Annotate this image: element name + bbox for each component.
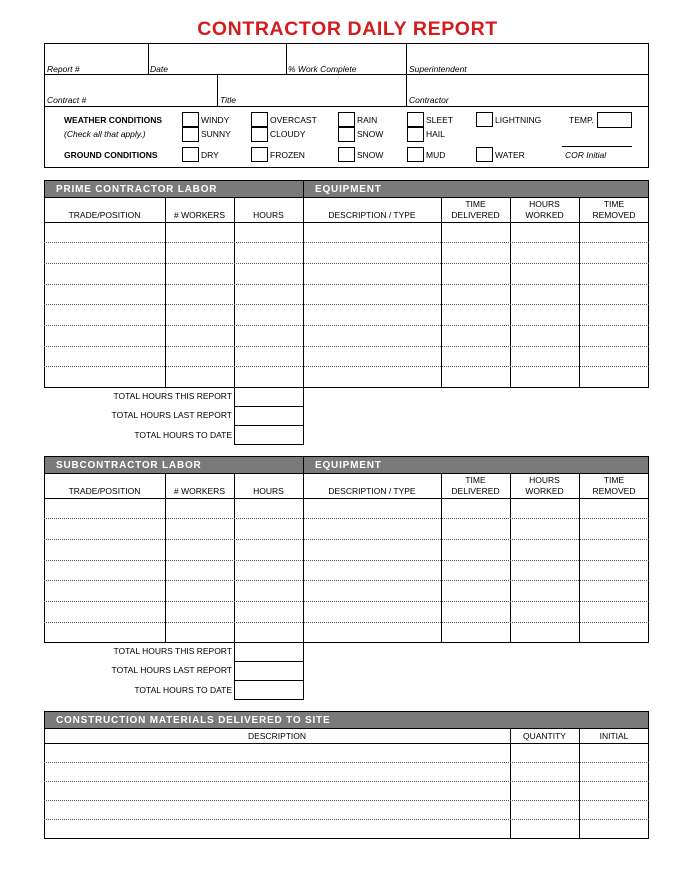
temp-input[interactable]	[597, 112, 632, 128]
table-row[interactable]	[44, 560, 649, 561]
weather-conditions-label: WEATHER CONDITIONS	[64, 115, 163, 125]
windy-checkbox[interactable]	[182, 112, 199, 127]
prime-col-hours-worked-2: WORKED	[525, 210, 564, 220]
sub-col-time-delivered-2: DELIVERED	[451, 486, 500, 496]
windy-label: WINDY	[201, 115, 230, 125]
sub-col-hours: HOURS	[253, 486, 284, 496]
sub-col-trade: TRADE/POSITION	[68, 486, 141, 496]
sub-col-hours-worked-2: WORKED	[525, 486, 564, 496]
prime-col-description: DESCRIPTION / TYPE	[328, 210, 416, 220]
page-title: CONTRACTOR DAILY REPORT	[197, 18, 498, 40]
materials-col-description: DESCRIPTION	[247, 731, 307, 741]
prime-labor-table	[44, 197, 649, 388]
prime-col-time-delivered-1: TIME	[465, 199, 486, 209]
prime-col-hours: HOURS	[253, 210, 284, 220]
prime-col-time-removed-2: REMOVED	[592, 210, 636, 220]
report-info-box	[44, 43, 649, 107]
contract-number-field[interactable]: Contract #	[47, 95, 87, 105]
prime-total-this-report-label: TOTAL HOURS THIS REPORT	[113, 391, 232, 401]
sub-total-this-report-label: TOTAL HOURS THIS REPORT	[113, 646, 232, 656]
sunny-checkbox[interactable]	[182, 127, 199, 142]
overcast-checkbox[interactable]	[251, 112, 268, 127]
cor-initial-label: COR Initial	[565, 150, 607, 160]
materials-col-quantity: QUANTITY	[523, 731, 566, 741]
table-row[interactable]	[44, 601, 649, 602]
report-number-field[interactable]: Report #	[47, 64, 80, 74]
materials-header: CONSTRUCTION MATERIALS DELIVERED TO SITE	[56, 715, 331, 726]
sunny-label: SUNNY	[201, 129, 231, 139]
table-row[interactable]	[44, 263, 649, 264]
table-row[interactable]	[44, 518, 649, 519]
hail-label: HAIL	[426, 129, 445, 139]
sleet-label: SLEET	[426, 115, 453, 125]
table-row[interactable]	[44, 819, 649, 820]
table-row[interactable]	[44, 284, 649, 285]
table-row[interactable]	[44, 366, 649, 367]
table-row[interactable]	[44, 325, 649, 326]
prime-total-to-date-label: TOTAL HOURS TO DATE	[134, 430, 232, 440]
prime-totals-input[interactable]	[234, 387, 304, 445]
snow-ground-label: SNOW	[357, 150, 384, 160]
mud-label: MUD	[426, 150, 446, 160]
snow-weather-label: SNOW	[357, 129, 384, 139]
work-complete-field[interactable]: % Work Complete	[288, 64, 357, 74]
table-row[interactable]	[44, 580, 649, 581]
prime-col-workers: # WORKERS	[173, 210, 225, 220]
lightning-checkbox[interactable]	[476, 112, 493, 127]
snow-ground-checkbox[interactable]	[338, 147, 355, 162]
weather-hint: (Check all that apply.)	[64, 129, 146, 139]
water-label: WATER	[495, 150, 525, 160]
sub-col-time-removed-2: REMOVED	[592, 486, 636, 496]
prime-labor-header: PRIME CONTRACTOR LABOR	[56, 184, 218, 195]
sub-totals-input[interactable]	[234, 642, 304, 700]
prime-col-time-delivered-2: DELIVERED	[451, 210, 500, 220]
contractor-field[interactable]: Contractor	[409, 95, 449, 105]
table-row[interactable]	[44, 304, 649, 305]
sub-col-workers: # WORKERS	[173, 486, 225, 496]
sub-equipment-header: EQUIPMENT	[315, 460, 382, 471]
cloudy-label: CLOUDY	[270, 129, 306, 139]
hail-checkbox[interactable]	[407, 127, 424, 142]
sub-col-hours-worked-1: HOURS	[529, 475, 560, 485]
prime-col-hours-worked-1: HOURS	[529, 199, 560, 209]
sub-total-last-report-label: TOTAL HOURS LAST REPORT	[111, 665, 232, 675]
table-row[interactable]	[44, 346, 649, 347]
rain-label: RAIN	[357, 115, 378, 125]
overcast-label: OVERCAST	[270, 115, 317, 125]
water-checkbox[interactable]	[476, 147, 493, 162]
prime-col-time-removed-1: TIME	[603, 199, 625, 209]
table-row[interactable]	[44, 781, 649, 782]
lightning-label: LIGHTNING	[495, 115, 542, 125]
ground-conditions-label: GROUND CONDITIONS	[64, 150, 158, 160]
sub-col-time-delivered-1: TIME	[465, 475, 486, 485]
table-row[interactable]	[44, 539, 649, 540]
dry-checkbox[interactable]	[182, 147, 199, 162]
sub-labor-header: SUBCONTRACTOR LABOR	[56, 460, 202, 471]
materials-header-bar	[44, 711, 649, 729]
rain-checkbox[interactable]	[338, 112, 355, 127]
table-row[interactable]	[44, 800, 649, 801]
superintendent-field[interactable]: Superintendent	[409, 64, 467, 74]
sub-col-time-removed-1: TIME	[603, 475, 625, 485]
snow-weather-checkbox[interactable]	[338, 127, 355, 142]
prime-equipment-header: EQUIPMENT	[315, 184, 382, 195]
mud-checkbox[interactable]	[407, 147, 424, 162]
cor-initial-line[interactable]	[562, 146, 632, 147]
prime-total-last-report-label: TOTAL HOURS LAST REPORT	[111, 410, 232, 420]
prime-col-trade: TRADE/POSITION	[68, 210, 141, 220]
sub-total-to-date-label: TOTAL HOURS TO DATE	[134, 685, 232, 695]
prime-labor-header-bar	[44, 180, 649, 198]
table-row[interactable]	[44, 762, 649, 763]
temp-label: TEMP.	[569, 115, 594, 125]
frozen-checkbox[interactable]	[251, 147, 268, 162]
cloudy-checkbox[interactable]	[251, 127, 268, 142]
frozen-label: FROZEN	[270, 150, 305, 160]
materials-table	[44, 728, 649, 839]
date-field[interactable]: Date	[150, 64, 168, 74]
sub-labor-header-bar	[44, 456, 649, 474]
table-row[interactable]	[44, 622, 649, 623]
sleet-checkbox[interactable]	[407, 112, 424, 127]
materials-col-initial: INITIAL	[599, 731, 629, 741]
dry-label: DRY	[201, 150, 219, 160]
table-row[interactable]	[44, 242, 649, 243]
sub-col-description: DESCRIPTION / TYPE	[328, 486, 416, 496]
title-field[interactable]: Title	[220, 95, 236, 105]
